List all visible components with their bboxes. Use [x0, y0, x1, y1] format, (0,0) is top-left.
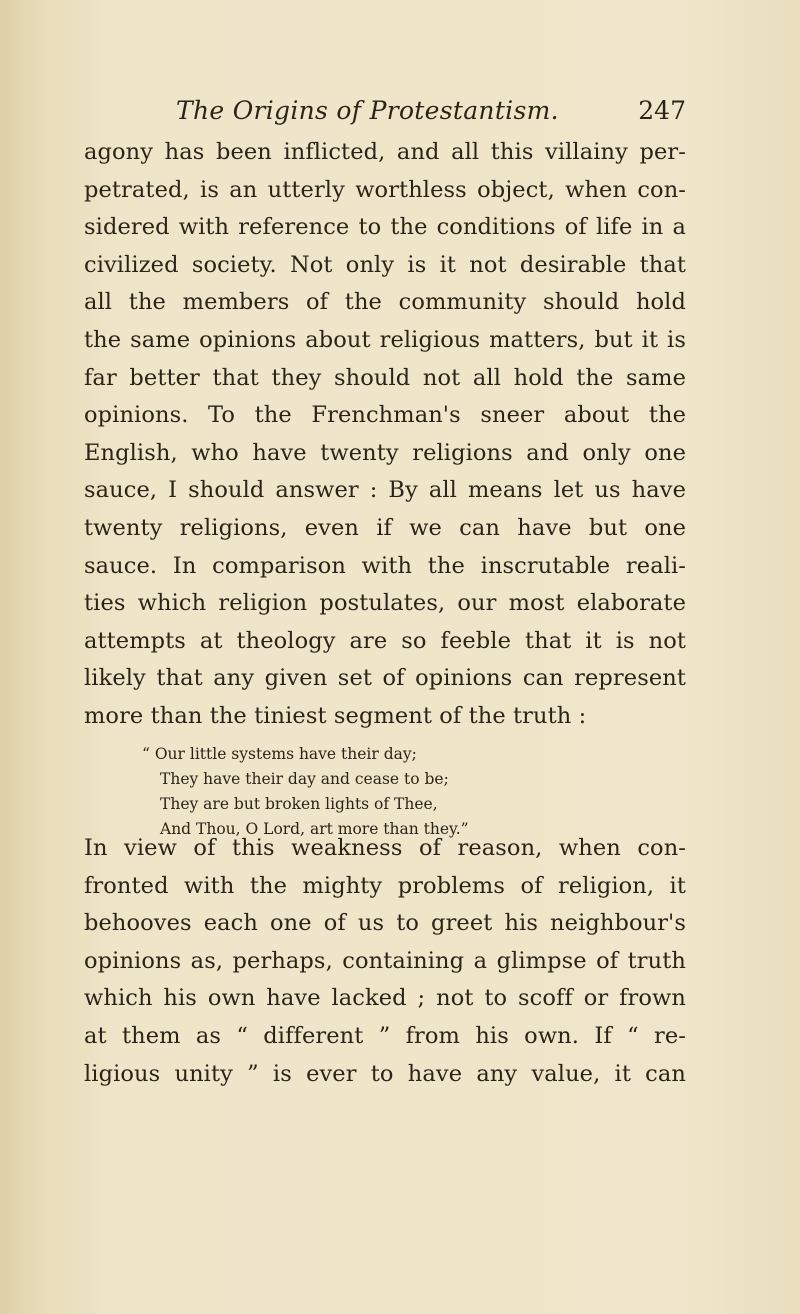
text-line: all the members of the community should hold: [84, 289, 686, 316]
verse-line: “ Our little systems have their day;: [142, 745, 417, 763]
text-line: sidered with reference to the conditions of life in a: [84, 214, 686, 241]
text-line: civilized society. Not only is it not desirable that: [84, 251, 686, 278]
paragraph-1: [84, 134, 686, 736]
text-line: fronted with the mighty problems of religion, it: [84, 872, 686, 899]
running-title: The Origins of Protestantism.: [176, 96, 559, 125]
running-head: [176, 96, 686, 136]
verse-quotation: [142, 742, 662, 842]
text-line: petrated, is an utterly worthless object, when con-: [84, 176, 686, 203]
text-line: twenty religions, even if we can have but one: [84, 514, 686, 541]
verse-line: And Thou, O Lord, art more than they.”: [160, 820, 469, 838]
text-line: behooves each one of us to greet his neighbour's: [84, 910, 686, 937]
text-line: In view of this weakness of reason, when con-: [84, 835, 686, 861]
text-line: likely that any given set of opinions can represent: [84, 665, 686, 692]
text-line: ties which religion postulates, our most elaborate: [84, 590, 686, 617]
verse-line: They are but broken lights of Thee,: [160, 795, 438, 813]
text-line: sauce, I should answer : By all means let us have: [84, 477, 686, 504]
text-line: English, who have twenty religions and only one: [84, 439, 686, 466]
text-line: ligious unity ” is ever to have any value, it can: [84, 1060, 686, 1087]
page-number: 247: [638, 96, 686, 125]
paragraph-2: [84, 830, 686, 1093]
text-line: attempts at theology are so feeble that it is not: [84, 627, 686, 654]
text-line: opinions. To the Frenchman's sneer about the: [84, 402, 686, 429]
text-line: at them as “ different ” from his own. If “ re-: [84, 1022, 686, 1049]
verse-line: They have their day and cease to be;: [160, 770, 449, 788]
text-line: the same opinions about religious matters, but it is: [84, 326, 686, 353]
text-line: sauce. In comparison with the inscrutable reali-: [84, 552, 686, 579]
text-line: agony has been inflicted, and all this villainy per-: [84, 139, 686, 165]
text-line: far better that they should not all hold the same: [84, 364, 686, 391]
text-line: which his own have lacked ; not to scoff or frown: [84, 985, 686, 1012]
text-line: more than the tiniest segment of the truth :: [84, 702, 587, 729]
text-line: opinions as, perhaps, containing a glimpse of truth: [84, 947, 686, 974]
